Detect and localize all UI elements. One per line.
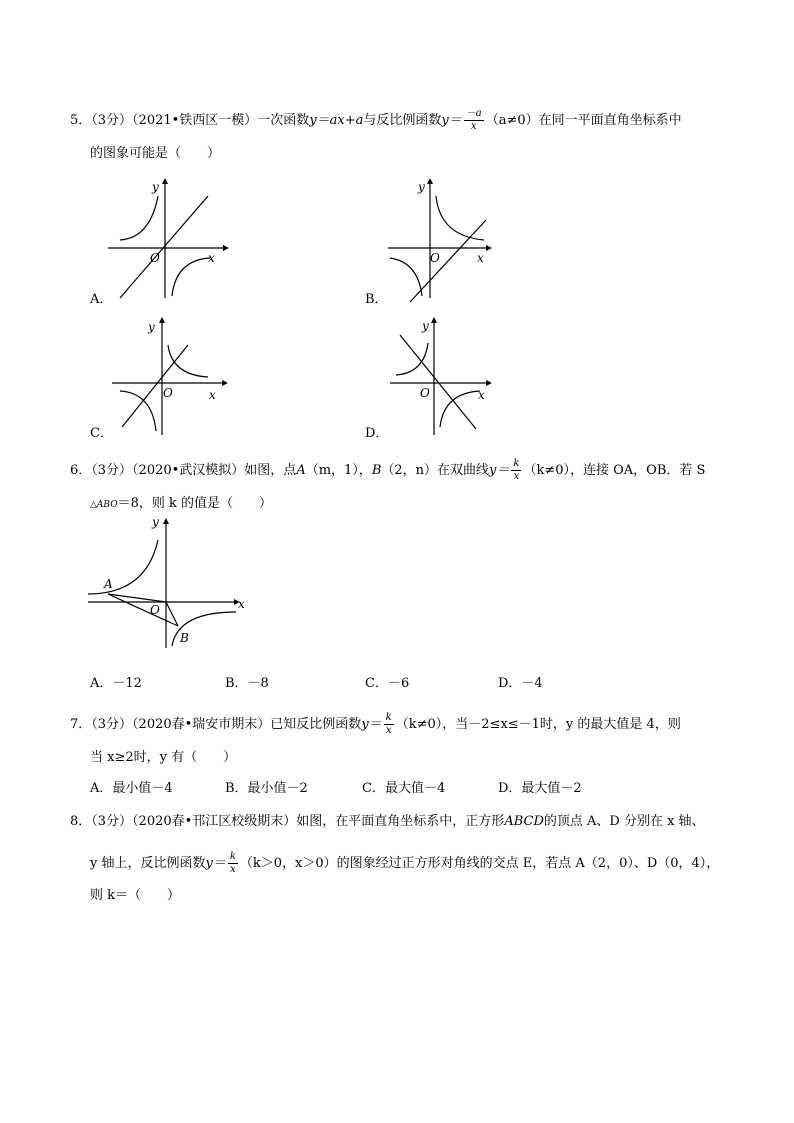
q5-fraction bbox=[464, 108, 484, 133]
q8-y-eq: y＝ bbox=[205, 856, 226, 871]
q8-line3: 则 k＝（ ） bbox=[90, 888, 181, 903]
q5-mid: 与反比例函数 bbox=[363, 113, 442, 128]
q6-line2-text: ＝8，则 k 的值是（ ） bbox=[117, 496, 273, 511]
q6-figure bbox=[88, 515, 248, 648]
q5-graph-d bbox=[390, 317, 510, 442]
y-label: y bbox=[152, 180, 159, 194]
q7-option-b: B．最小值－2 bbox=[225, 781, 308, 796]
q7-number: 7． bbox=[70, 717, 92, 732]
x-label: x bbox=[478, 388, 485, 402]
q6-point-b-coord: （2，n）在双曲线 bbox=[381, 463, 490, 478]
q5-option-c: C． bbox=[90, 426, 113, 441]
origin-label: O bbox=[150, 251, 160, 265]
q8-line2-tail: （k＞0，x＞0）的图象经过正方形对角线的交点 E，若点 A（2，0）、D（0，4）， bbox=[239, 856, 720, 871]
q5-frac-num: －a bbox=[465, 108, 482, 119]
q6-option-c: C．－6 bbox=[365, 676, 410, 691]
hyperbola-q3 bbox=[390, 258, 422, 296]
q5-graph-b bbox=[388, 178, 508, 303]
q8-fraction bbox=[228, 851, 238, 876]
q5-option-d: D． bbox=[365, 426, 389, 441]
q5-cond: （a≠0）在同一平面直角坐标系中 bbox=[485, 113, 682, 128]
y-label: y bbox=[418, 180, 425, 194]
q5-linear-function: y＝ax+a bbox=[309, 113, 364, 128]
x-label: x bbox=[209, 388, 216, 402]
hyperbola-q1 bbox=[436, 196, 484, 240]
origin-label: O bbox=[430, 251, 440, 265]
origin-label: O bbox=[420, 386, 430, 400]
q7-line1 bbox=[70, 712, 681, 737]
q7-y-eq: y＝ bbox=[361, 717, 382, 732]
q6-fraction bbox=[511, 458, 521, 483]
q6-line2 bbox=[90, 496, 272, 513]
q6-line1 bbox=[70, 458, 705, 483]
hyperbola-q2 bbox=[120, 196, 158, 240]
q6-point-a: A bbox=[296, 463, 306, 478]
x-label: x bbox=[238, 597, 245, 611]
point-a-label: A bbox=[104, 577, 113, 591]
q6-point-a-coord: （m，1）， bbox=[305, 463, 372, 478]
y-label: y bbox=[422, 319, 429, 333]
q6-y-eq: y＝ bbox=[489, 463, 510, 478]
q5-graph-a bbox=[108, 178, 228, 303]
origin-label: O bbox=[163, 386, 173, 400]
y-label: y bbox=[148, 320, 155, 334]
q8-line1 bbox=[70, 814, 705, 830]
q8-tail: 的顶点 A、D 分别在 x 轴、 bbox=[543, 814, 705, 829]
point-b-label: B bbox=[180, 631, 189, 645]
hyperbola-q1 bbox=[168, 345, 208, 377]
q7-tail: （k≠0），当－2≤x≤－1时，y 的最大值是 4，则 bbox=[395, 717, 681, 732]
hyperbola-q2 bbox=[88, 540, 158, 594]
linear-line bbox=[120, 196, 208, 298]
hyperbola-q3 bbox=[120, 391, 156, 431]
origin-label: O bbox=[150, 603, 160, 617]
q7-fraction bbox=[384, 712, 394, 737]
q8-line2-prefix: y 轴上，反比例函数 bbox=[90, 856, 206, 871]
q7-option-c: C．最大值－4 bbox=[362, 781, 446, 796]
q8-line2 bbox=[90, 851, 719, 876]
q7-option-a: A．最小值－4 bbox=[90, 781, 173, 796]
q6-number: 6． bbox=[70, 463, 92, 478]
q5-prefix: （3分）（2021•铁西区一模）一次函数 bbox=[91, 113, 310, 128]
y-label: y bbox=[152, 515, 159, 529]
q7-frac-den: x bbox=[385, 725, 392, 736]
q6-point-b: B bbox=[371, 463, 382, 478]
q5-y-eq: y＝ bbox=[441, 113, 462, 128]
q6-option-a: A．－12 bbox=[90, 676, 142, 691]
q8-prefix: （3分）（2020春•邗江区校级期末）如图，在平面直角坐标系中，正方形 bbox=[91, 814, 505, 829]
hyperbola-q2 bbox=[396, 343, 428, 375]
q5-graph-c bbox=[112, 317, 232, 442]
q7-option-d: D．最大值－2 bbox=[498, 781, 582, 796]
q7-prefix: （3分）（2020春•瑞安市期末）已知反比例函数 bbox=[91, 717, 362, 732]
q6-tail: （k≠0），连接 OA，OB．若 S bbox=[523, 463, 706, 478]
q5-number: 5． bbox=[70, 113, 92, 128]
q6-option-b: B．－8 bbox=[225, 676, 269, 691]
q6-subscript: △ABO bbox=[90, 500, 118, 510]
q8-frac-num: k bbox=[229, 851, 236, 862]
q7-line2: 当 x≥2时，y 有（ ） bbox=[90, 750, 237, 765]
linear-line bbox=[122, 345, 188, 427]
q5-line1 bbox=[70, 108, 682, 133]
q5-line2: 的图象可能是（ ） bbox=[90, 146, 221, 161]
linear-line bbox=[400, 335, 476, 429]
hyperbola-q4 bbox=[172, 258, 210, 296]
q6-option-d: D．－4 bbox=[498, 676, 543, 691]
q5-option-b: B． bbox=[365, 292, 388, 307]
q8-number: 8． bbox=[70, 814, 92, 829]
segment-ob bbox=[166, 602, 178, 626]
q8-frac-den: x bbox=[230, 864, 236, 875]
q6-frac-den: x bbox=[513, 471, 520, 482]
q6-frac-num: k bbox=[513, 458, 520, 469]
x-label: x bbox=[208, 251, 215, 265]
q5-option-a: A． bbox=[90, 292, 113, 307]
q5-frac-den: x bbox=[470, 121, 477, 132]
q7-frac-num: k bbox=[385, 712, 392, 723]
x-label: x bbox=[477, 251, 484, 265]
q8-square: ABCD bbox=[504, 814, 544, 829]
q6-prefix: （3分）（2020•武汉模拟）如图，点 bbox=[91, 463, 297, 478]
